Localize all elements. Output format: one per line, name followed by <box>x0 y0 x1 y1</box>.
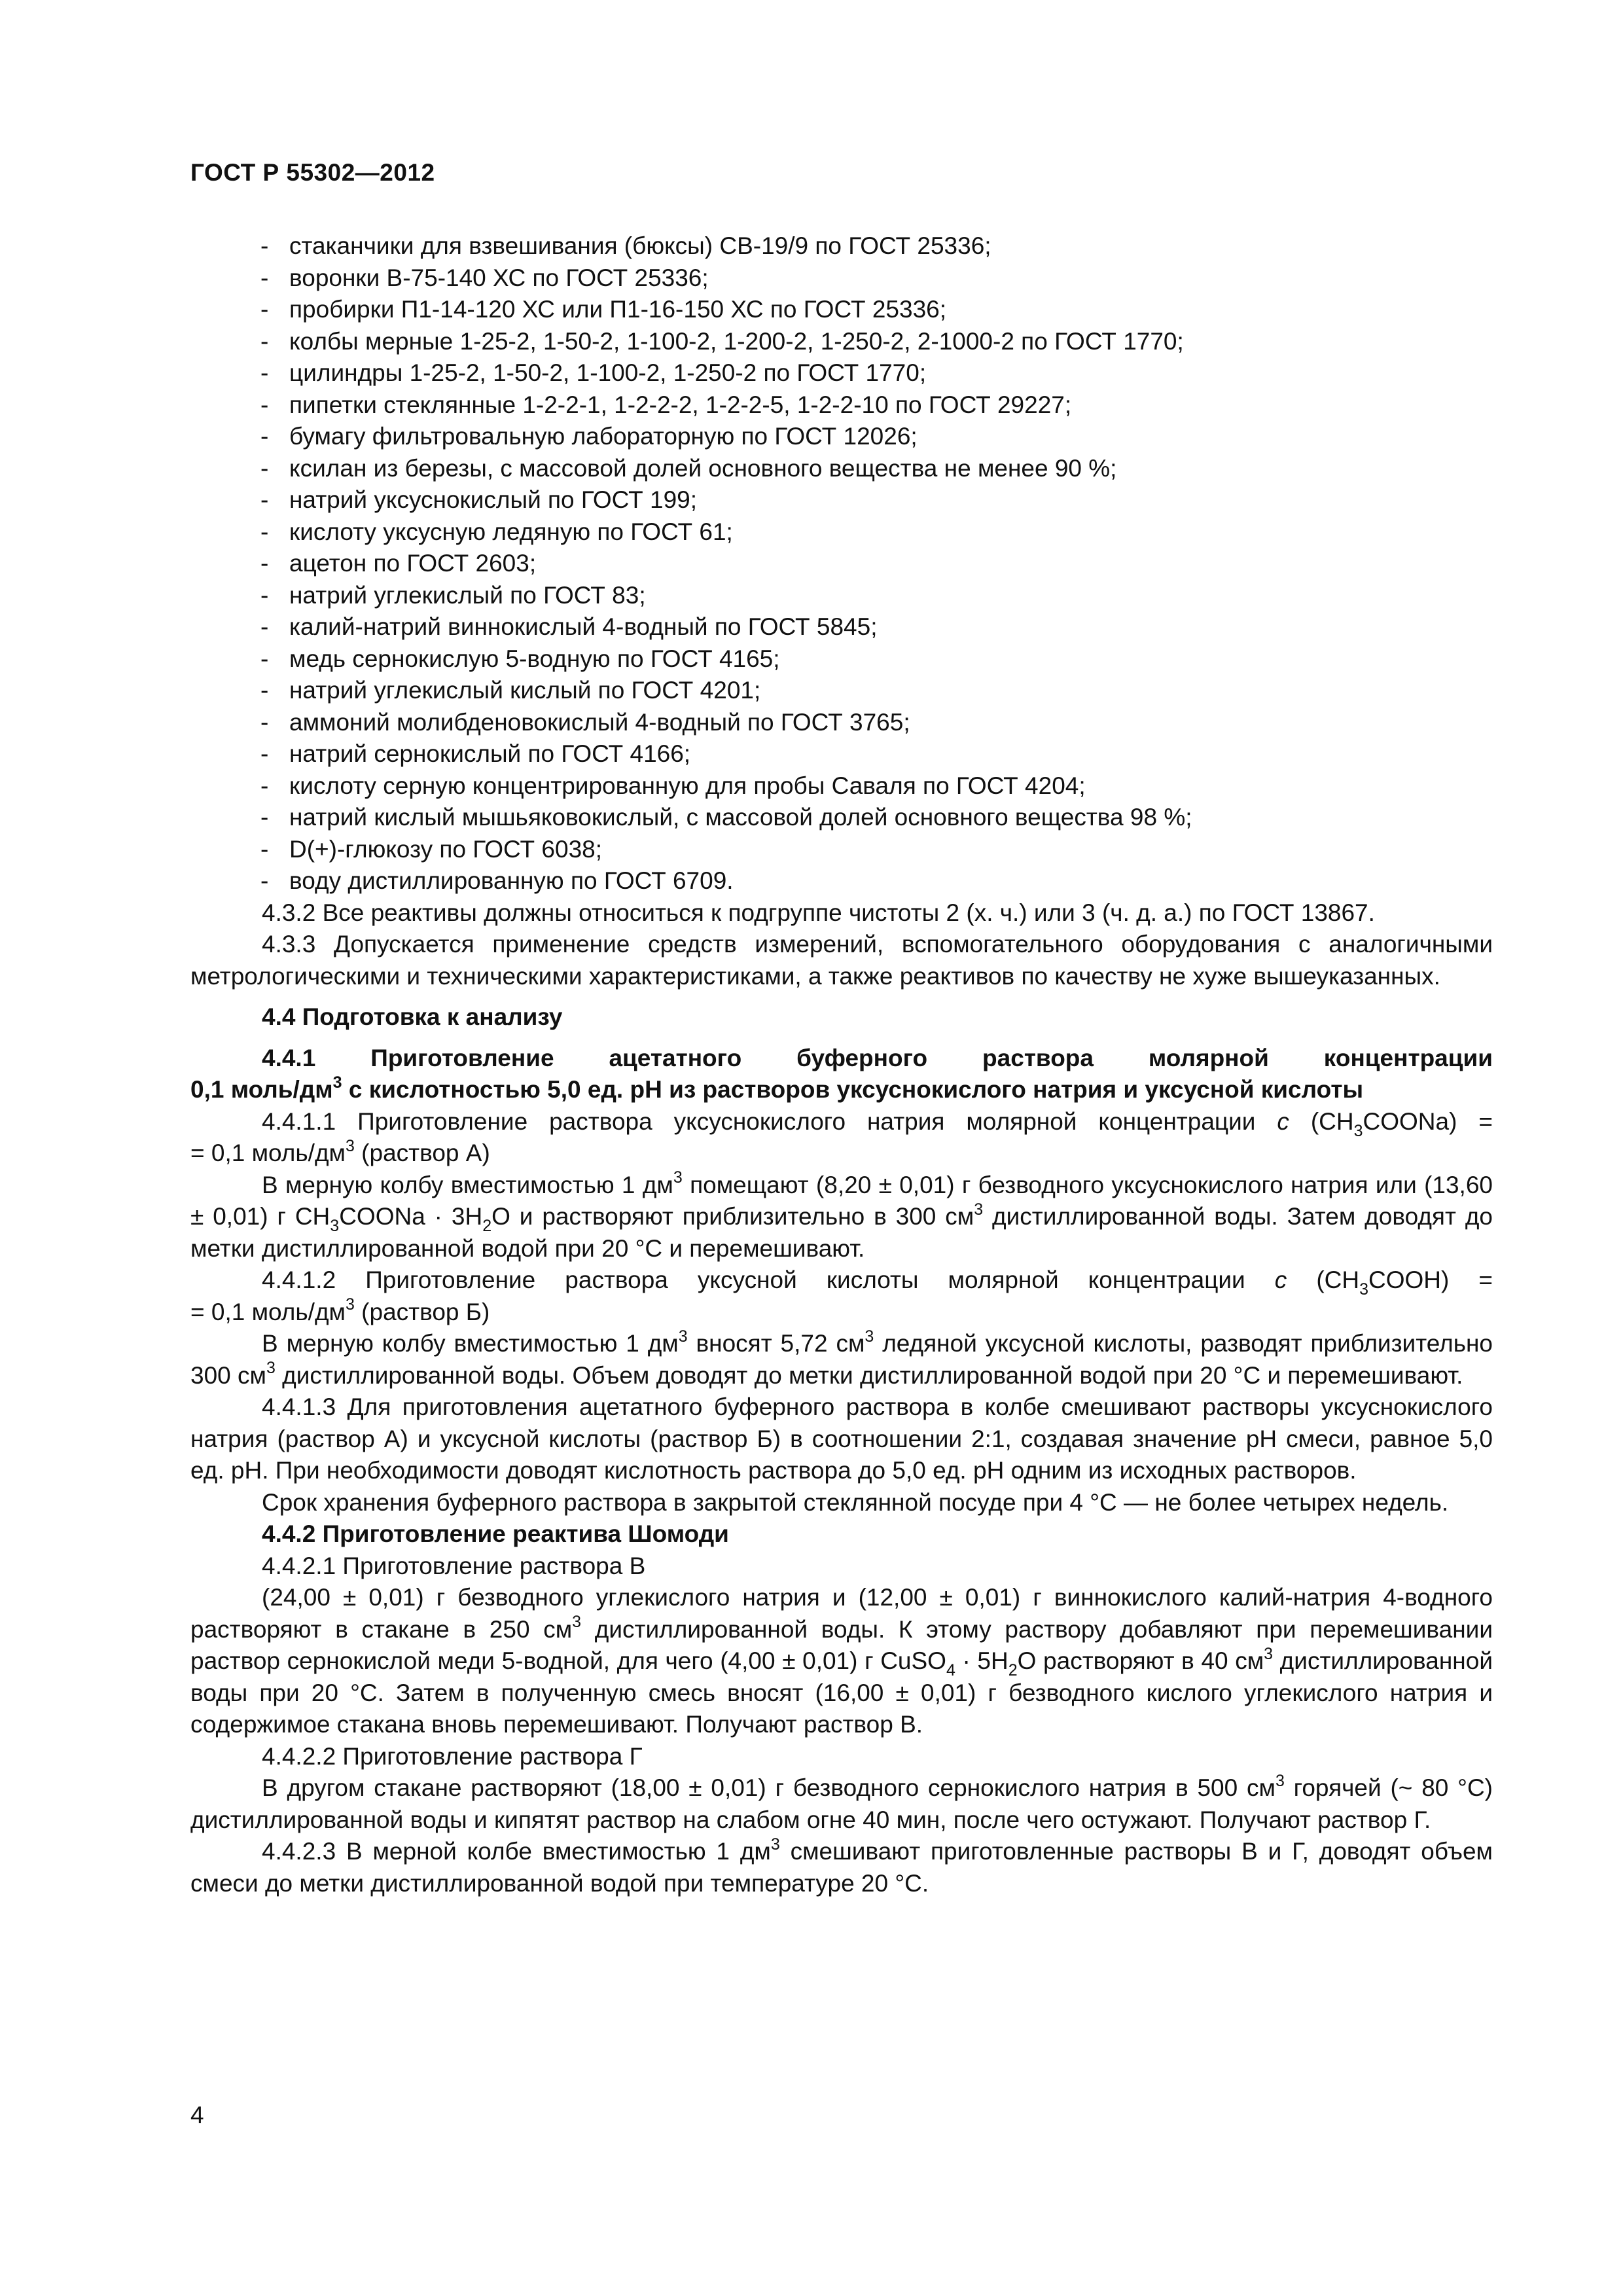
list-marker: - <box>260 550 269 577</box>
list-item-text: натрий сернокислый по ГОСТ 4166; <box>289 740 691 767</box>
paragraph-4-4-1-2 <box>190 1265 1493 1328</box>
superscript: 3 <box>1264 1644 1274 1663</box>
list-marker: - <box>260 232 269 259</box>
list-item <box>190 262 1493 295</box>
list-marker: - <box>260 804 269 831</box>
subscript: 4 <box>946 1661 955 1680</box>
list-item-text: аммоний молибденовокислый 4-водный по ГОСТ 3765; <box>289 708 910 736</box>
text-part: COONa) = <box>1363 1107 1493 1135</box>
text-part: дистиллированной воды при 20 °С. Затем в полученную смесь вносят (16,00 ± 0,01) г безводного кислого углекислого натрия и содержимое стакана вновь перемешивают. Получают раствор В. <box>190 1647 1493 1738</box>
subscript: 2 <box>1008 1661 1018 1680</box>
text-line <box>190 1138 1493 1170</box>
superscript: 3 <box>770 1835 780 1854</box>
symbol-c: c <box>1277 1107 1289 1135</box>
superscript: 3 <box>572 1613 582 1632</box>
list-marker: - <box>260 264 269 291</box>
superscript: 3 <box>678 1327 688 1346</box>
text-part: 4.4.1.2 Приготовление раствора уксусной кислоты молярной концентрации <box>262 1266 1275 1293</box>
paragraph-4-4-2-2-title: 4.4.2.2 Приготовление раствора Г <box>262 1742 643 1770</box>
symbol-c: c <box>1274 1266 1287 1293</box>
list-marker: - <box>260 708 269 736</box>
subscript: 3 <box>1353 1121 1363 1140</box>
text-part: вносят 5,72 см <box>687 1330 865 1357</box>
superscript: 3 <box>974 1200 984 1219</box>
paragraph-4-4-2-3 <box>190 1836 1493 1899</box>
text-part: помещают (8,20 ± 0,01) г безводного уксуснокислого натрия или (13,60 ± 0,01) г CH <box>190 1171 1493 1230</box>
heading-part: 0,1 моль/дм <box>190 1076 333 1103</box>
text-part: COOH) = <box>1368 1266 1493 1293</box>
list-item <box>190 865 1493 897</box>
list-item-text: D(+)-глюкозу по ГОСТ 6038; <box>289 835 603 863</box>
list-item-text: цилиндры 1-25-2, 1-50-2, 1-100-2, 1-250-2 по ГОСТ 1770; <box>289 359 927 386</box>
text-part: В мерную колбу вместимостью 1 дм <box>262 1330 679 1357</box>
page-body <box>190 230 1493 1899</box>
text-part: дистиллированной воды. Объем доводят до метки дистиллированной водой при 20 °С и перемешивают. <box>275 1361 1463 1389</box>
text-part: (раствор Б) <box>354 1298 490 1325</box>
list-marker: - <box>260 518 269 545</box>
list-item-text: стаканчики для взвешивания (бюксы) СВ-19/9 по ГОСТ 25336; <box>289 232 991 259</box>
list-item-text: натрий углекислый по ГОСТ 83; <box>289 581 646 609</box>
list-item <box>190 421 1493 453</box>
list-item <box>190 230 1493 262</box>
paragraph-storage: Срок хранения буферного раствора в закрытой стеклянной посуде при 4 °С — не более четырех недель. <box>262 1488 1449 1516</box>
list-item <box>190 516 1493 548</box>
list-marker: - <box>260 867 269 894</box>
list-item-text: медь сернокислую 5-водную по ГОСТ 4165; <box>289 645 780 672</box>
paragraph-4-4-1-1 <box>190 1106 1493 1170</box>
list-item-text: кислоту серную концентрированную для пробы Саваля по ГОСТ 4204; <box>289 772 1086 799</box>
paragraph-4-4-2-1-body <box>190 1582 1493 1741</box>
superscript: 3 <box>345 1136 355 1155</box>
paragraph-4-4-1-3: 4.4.1.3 Для приготовления ацетатного буферного раствора в колбе смешивают растворы уксуснокислого натрия (раствор А) и уксусной кислоты (раствор Б) в соотношении 2:1, создавая значение рН смеси, равное 5,0 ед. рН. При необходимости доводят кислотность раствора до 5,0 ед. рН одним из исходных растворов. <box>190 1393 1493 1484</box>
list-item <box>190 643 1493 675</box>
text-part: 4.4.1.1 Приготовление раствора уксуснокислого натрия молярной концентрации <box>262 1107 1277 1135</box>
list-marker: - <box>260 645 269 672</box>
paragraph-4-4-2-2-body <box>190 1772 1493 1836</box>
list-marker: - <box>260 581 269 609</box>
list-item <box>190 738 1493 770</box>
list-item-text: натрий кислый мышьяковокислый, с массовой долей основного вещества 98 %; <box>289 804 1192 831</box>
text-part: = 0,1 моль/дм <box>190 1298 346 1325</box>
list-item <box>190 484 1493 516</box>
list-item-text: калий-натрий виннокислый 4-водный по ГОСТ 5845; <box>289 613 878 640</box>
list-item <box>190 294 1493 326</box>
list-item-text: бумагу фильтровальную лабораторную по ГОСТ 12026; <box>289 423 918 450</box>
superscript: 3 <box>1275 1771 1285 1790</box>
text-part: (раствор А) <box>354 1139 490 1166</box>
text-part: · 5H <box>955 1647 1008 1674</box>
text-line <box>190 1297 1493 1329</box>
list-item-text: натрий уксуснокислый по ГОСТ 199; <box>289 486 698 513</box>
list-marker: - <box>260 613 269 640</box>
page-number: 4 <box>190 2102 204 2128</box>
list-item <box>190 326 1493 358</box>
list-item-text: натрий углекислый кислый по ГОСТ 4201; <box>289 677 761 704</box>
text-line <box>190 1265 1493 1297</box>
text-part: смешивают приготовленные растворы В и Г, доводят объем смеси до метки дистиллированной водой при температуре 20 °С. <box>190 1838 1493 1897</box>
paragraph-4-4-1-1-body <box>190 1170 1493 1265</box>
reagents-list <box>190 230 1493 897</box>
subscript: 3 <box>330 1217 340 1236</box>
superscript: 3 <box>332 1073 342 1092</box>
list-item <box>190 675 1493 707</box>
text-part: (24,00 ± 0,01) г безводного углекислого натрия и (12,00 ± 0,01) г виннокислого калий-натрия 4-водного растворяют в стакане в 250 см <box>190 1584 1493 1643</box>
text-part: (CH <box>1289 1107 1354 1135</box>
list-item-text: ацетон по ГОСТ 2603; <box>289 550 537 577</box>
list-marker: - <box>260 359 269 386</box>
superscript: 3 <box>673 1168 683 1187</box>
text-part: COONa · 3H <box>339 1203 483 1230</box>
list-item-text: ксилан из березы, с массовой долей основного вещества не менее 90 %; <box>289 454 1117 482</box>
text-part: O и растворяют приблизительно в 300 см <box>491 1203 974 1230</box>
list-item <box>190 802 1493 834</box>
list-item <box>190 389 1493 422</box>
subscript: 2 <box>482 1217 492 1236</box>
list-marker: - <box>260 772 269 799</box>
heading-line-1: 4.4.1 Приготовление ацетатного буферного раствора молярной концентрации <box>262 1044 1493 1071</box>
list-item-text: пипетки стеклянные 1-2-2-1, 1-2-2-2, 1-2-2-5, 1-2-2-10 по ГОСТ 29227; <box>289 391 1072 418</box>
text-part: (CH <box>1287 1266 1360 1293</box>
list-item-text: кислоту уксусную ледяную по ГОСТ 61; <box>289 518 733 545</box>
list-item <box>190 548 1493 580</box>
list-marker: - <box>260 740 269 767</box>
text-line <box>190 1106 1493 1138</box>
list-item-text: колбы мерные 1-25-2, 1-50-2, 1-100-2, 1-200-2, 1-250-2, 2-1000-2 по ГОСТ 1770; <box>289 327 1184 355</box>
list-item <box>190 770 1493 802</box>
list-item <box>190 611 1493 643</box>
paragraph-4-4-2-1-title: 4.4.2.1 Приготовление раствора В <box>262 1552 646 1579</box>
heading-part: с кислотностью 5,0 ед. рН из растворов уксуснокислого натрия и уксусной кислоты <box>342 1076 1364 1103</box>
list-item-text: пробирки П1-14-120 ХС или П1-16-150 ХС по ГОСТ 25336; <box>289 296 947 323</box>
paragraph-4-3-3: 4.3.3 Допускается применение средств измерений, вспомогательного оборудования с аналогичными метрологическими и техническими характеристиками, а также реактивов по качеству не хуже вышеуказанных. <box>190 931 1493 990</box>
list-marker: - <box>260 677 269 704</box>
list-item-text: воду дистиллированную по ГОСТ 6709. <box>289 867 734 894</box>
superscript: 3 <box>865 1327 874 1346</box>
superscript: 3 <box>345 1295 355 1314</box>
document-header: ГОСТ Р 55302—2012 <box>190 159 435 186</box>
list-marker: - <box>260 296 269 323</box>
text-part: O растворяют в 40 см <box>1017 1647 1264 1674</box>
list-item <box>190 453 1493 485</box>
text-part: ледяной уксусной кислоты, разводят приблизительно 300 см <box>190 1330 1493 1389</box>
section-heading-4-4: 4.4 Подготовка к анализу <box>262 1003 563 1030</box>
list-marker: - <box>260 486 269 513</box>
list-marker: - <box>260 391 269 418</box>
list-item <box>190 707 1493 739</box>
subscript: 3 <box>1359 1280 1368 1299</box>
text-part: В мерную колбу вместимостью 1 дм <box>262 1171 673 1198</box>
section-heading-4-4-2: 4.4.2 Приготовление реактива Шомоди <box>262 1520 729 1547</box>
text-part: дистиллированной воды. К этому раствору добавляют при перемешивании раствор сернокислой меди 5-водной, для чего (4,00 ± 0,01) г CuSO <box>190 1615 1493 1674</box>
section-heading-4-4-1 <box>190 1043 1493 1106</box>
list-item <box>190 580 1493 612</box>
list-marker: - <box>260 327 269 355</box>
text-part: 4.4.2.3 В мерной колбе вместимостью 1 дм <box>262 1838 771 1865</box>
list-item <box>190 834 1493 866</box>
list-item <box>190 357 1493 389</box>
paragraph-4-4-1-2-body <box>190 1328 1493 1391</box>
text-part: горячей (~ 80 °С) дистиллированной воды и кипятят раствор на слабом огне 40 мин, после чего остужают. Получают раствор Г. <box>190 1774 1493 1833</box>
superscript: 3 <box>266 1359 276 1378</box>
text-part: = 0,1 моль/дм <box>190 1139 346 1166</box>
list-item-text: воронки В-75-140 ХС по ГОСТ 25336; <box>289 264 709 291</box>
list-marker: - <box>260 454 269 482</box>
list-marker: - <box>260 835 269 863</box>
list-marker: - <box>260 423 269 450</box>
text-part: В другом стакане растворяют (18,00 ± 0,01) г безводного сернокислого натрия в 500 см <box>262 1774 1275 1801</box>
paragraph-4-3-2: 4.3.2 Все реактивы должны относиться к подгруппе чистоты 2 (х. ч.) или 3 (ч. д. а.) по ГОСТ 13867. <box>262 899 1375 926</box>
text-part: дистиллированной воды. Затем доводят до метки дистиллированной водой при 20 °С и перемешивают. <box>190 1203 1493 1262</box>
heading-line-2 <box>190 1074 1493 1106</box>
